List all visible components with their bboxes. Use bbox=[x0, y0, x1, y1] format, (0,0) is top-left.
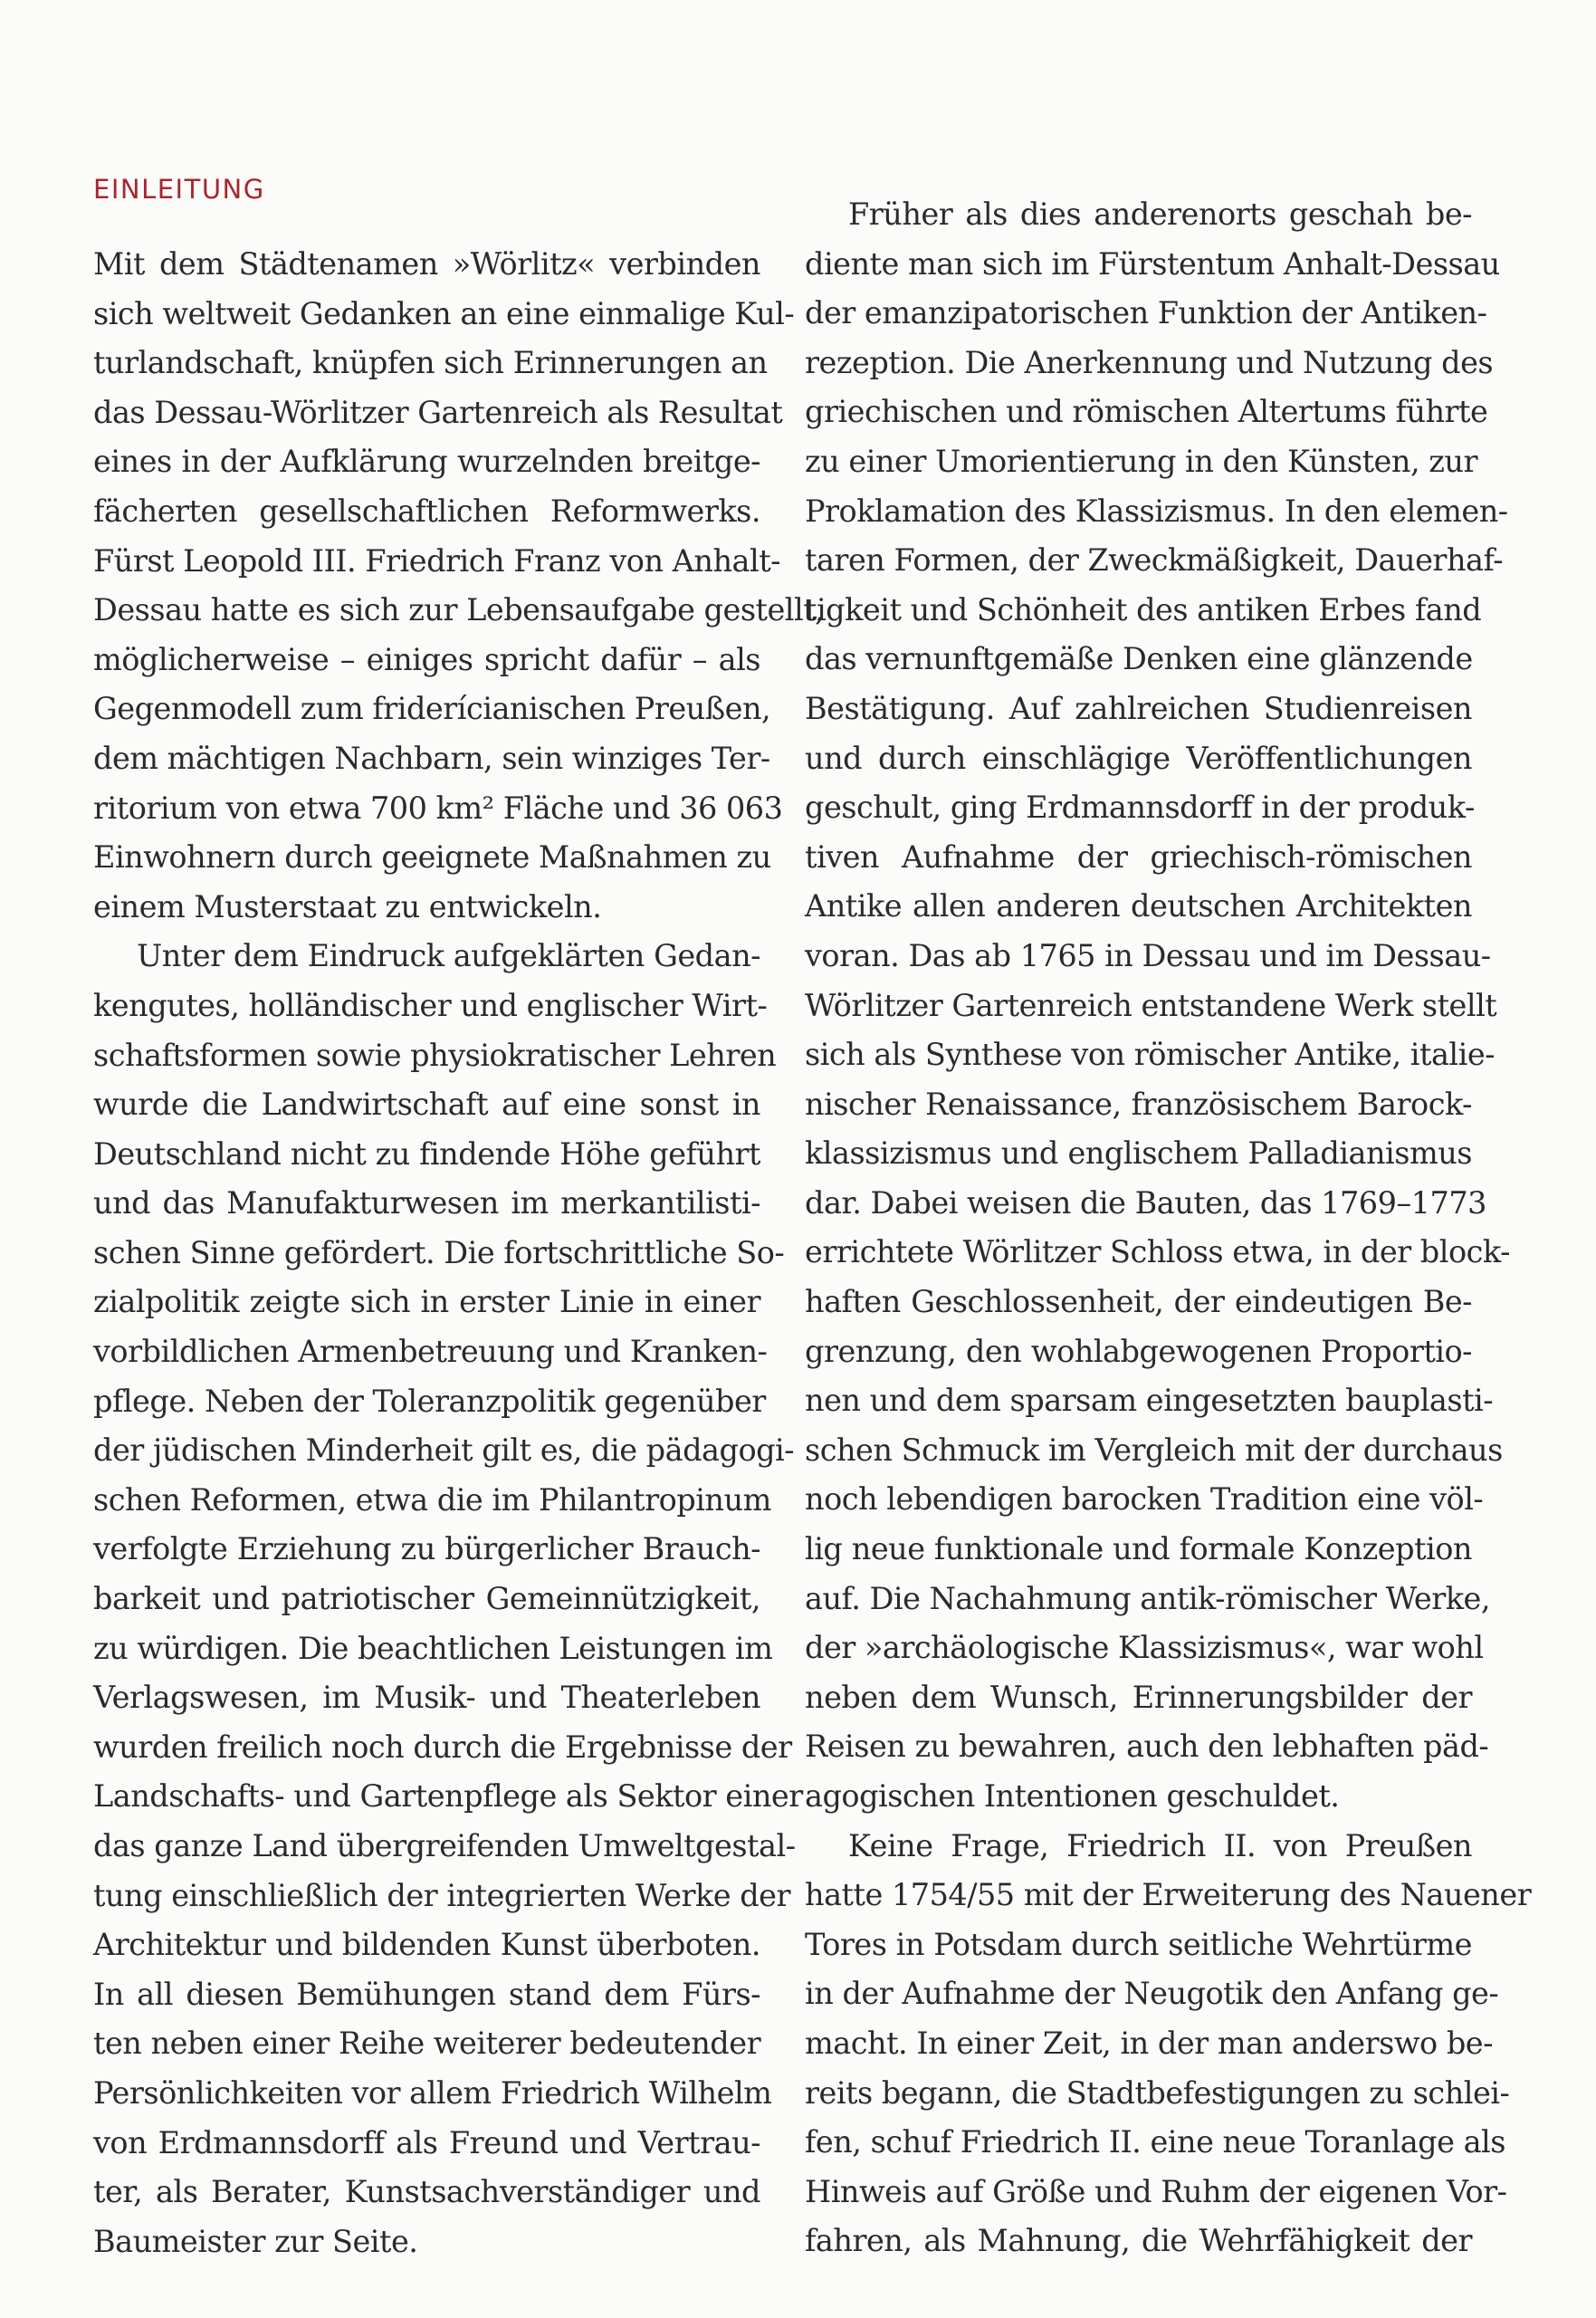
text-line: möglicherweise – einiges spricht dafür – als bbox=[93, 641, 760, 677]
text-line: einem Musterstaat zu entwickeln. bbox=[93, 888, 602, 924]
text-line: Wörlitzer Gartenreich entstandene Werk stellt bbox=[805, 987, 1497, 1023]
text-line: tiven Aufnahme der griechisch-römischen bbox=[805, 838, 1472, 875]
text-line: Keine Frage, Friedrich II. von Preußen bbox=[848, 1827, 1472, 1863]
text-line: auf. Die Nachahmung antik-römischer Werke, bbox=[805, 1580, 1491, 1616]
text-line: Verlagswesen, im Musik- und Theaterleben bbox=[93, 1680, 760, 1716]
text-line: wurden freilich noch durch die Ergebnisse der bbox=[93, 1729, 792, 1765]
text-line: barkeit und patriotischer Gemeinnützigkeit, bbox=[93, 1581, 760, 1617]
text-line: Antike allen anderen deutschen Architekten bbox=[805, 888, 1472, 924]
text-line: turlandschaft, knüpfen sich Erinnerungen an bbox=[93, 345, 768, 381]
text-line: fahren, als Mahnung, die Wehrfähigkeit der bbox=[805, 2223, 1472, 2259]
text-line: grenzung, den wohlabgewogenen Proportio- bbox=[805, 1333, 1472, 1369]
right-text-column bbox=[805, 190, 1532, 2266]
text-line: haften Geschlossenheit, der eindeutigen Be- bbox=[805, 1284, 1472, 1320]
text-line: diente man sich im Fürstentum Anhalt-Dessau bbox=[805, 245, 1500, 282]
text-line: Gegenmodell zum friderícianischen Preußen, bbox=[93, 691, 771, 727]
text-line: Bestätigung. Auf zahlreichen Studienreisen bbox=[805, 690, 1472, 726]
text-line: Persönlichkeiten vor allem Friedrich Wilhelm bbox=[93, 2074, 772, 2111]
text-line: reits begann, die Stadtbefestigungen zu schlei- bbox=[805, 2074, 1510, 2111]
paragraph bbox=[805, 1822, 1532, 2266]
text-line: nen und dem sparsam eingesetzten bauplasti- bbox=[805, 1383, 1494, 1419]
text-line: geschult, ging Erdmannsdorff in der produk- bbox=[805, 790, 1475, 826]
text-line: zu würdigen. Die beachtlichen Leistungen im bbox=[93, 1630, 773, 1666]
text-line: In all diesen Bemühungen stand dem Fürs- bbox=[93, 1976, 760, 2012]
text-line: ritorium von etwa 700 km² Fläche und 36 063 bbox=[93, 790, 783, 826]
text-line: sich weltweit Gedanken an eine einmalige Kul- bbox=[93, 295, 795, 331]
text-line: schen Schmuck im Vergleich mit der durchaus bbox=[805, 1432, 1503, 1468]
text-line: der »archäologische Klassizismus«, war wohl bbox=[805, 1630, 1484, 1666]
text-line: Landschafts- und Gartenpflege als Sektor einer bbox=[93, 1778, 803, 1815]
text-line: tigkeit und Schönheit des antiken Erbes fand bbox=[805, 591, 1482, 627]
text-line: pflege. Neben der Toleranzpolitik gegenüber bbox=[93, 1383, 766, 1419]
text-line: sich als Synthese von römischer Antike, italie- bbox=[805, 1037, 1495, 1073]
text-line: in der Aufnahme der Neugotik den Anfang ge- bbox=[805, 1976, 1499, 2012]
text-line: nischer Renaissance, französischem Barock- bbox=[805, 1086, 1472, 1122]
text-line: lig neue funktionale und formale Konzeption bbox=[805, 1531, 1472, 1567]
text-line: errichtete Wörlitzer Schloss etwa, in der block- bbox=[805, 1234, 1510, 1270]
text-line: noch lebendigen barocken Tradition eine völ- bbox=[805, 1481, 1484, 1518]
text-line: von Erdmannsdorff als Freund und Vertrau- bbox=[93, 2124, 760, 2160]
text-line: klassizismus und englischem Palladianismus bbox=[805, 1135, 1472, 1172]
text-line: Reisen zu bewahren, auch den lebhaften päd- bbox=[805, 1729, 1489, 1765]
text-line: hatte 1754/55 mit der Erweiterung des Nauener bbox=[805, 1877, 1532, 1913]
text-line: das vernunftgemäße Denken eine glänzende bbox=[805, 641, 1473, 677]
text-line: vorbildlichen Armenbetreuung und Kranken- bbox=[93, 1334, 768, 1370]
text-line: griechischen und römischen Altertums führte bbox=[805, 394, 1488, 430]
text-line: fächerten gesellschaftlichen Reformwerks. bbox=[93, 493, 760, 529]
paragraph bbox=[93, 932, 803, 2266]
text-line: Früher als dies anderenorts geschah be- bbox=[848, 196, 1472, 232]
text-line: der emanzipatorischen Funktion der Antiken- bbox=[805, 295, 1487, 331]
text-line: verfolgte Erziehung zu bürgerlicher Brauch- bbox=[93, 1531, 760, 1567]
text-line: rezeption. Die Anerkennung und Nutzung des bbox=[805, 344, 1494, 380]
text-line: und das Manufakturwesen im merkantilisti- bbox=[93, 1185, 760, 1221]
text-line: Fürst Leopold III. Friedrich Franz von Anhalt- bbox=[93, 542, 780, 579]
left-text-column bbox=[93, 240, 825, 2266]
text-line: neben dem Wunsch, Erinnerungsbilder der bbox=[805, 1679, 1472, 1715]
text-line: der jüdischen Minderheit gilt es, die pädagogi- bbox=[93, 1432, 795, 1469]
text-line: Mit dem Städtenamen »Wörlitz« verbinden bbox=[93, 246, 760, 282]
text-line: taren Formen, der Zweckmäßigkeit, Dauerhaf- bbox=[805, 542, 1504, 579]
text-line: schen Reformen, etwa die im Philantropinum bbox=[93, 1481, 771, 1518]
paragraph bbox=[93, 240, 825, 932]
text-line: Baumeister zur Seite. bbox=[93, 2223, 418, 2259]
section-heading: EINLEITUNG bbox=[93, 174, 265, 205]
text-line: und durch einschlägige Veröffentlichungen bbox=[805, 740, 1472, 776]
text-line: eines in der Aufklärung wurzelnden breitge- bbox=[93, 444, 760, 480]
text-line: schen Sinne gefördert. Die fortschrittliche So- bbox=[93, 1234, 785, 1270]
text-line: Unter dem Eindruck aufgeklärten Gedan- bbox=[137, 938, 760, 974]
text-line: ten neben einer Reihe weiterer bedeutender bbox=[93, 2026, 761, 2062]
text-line: schaftsformen sowie physiokratischer Lehren bbox=[93, 1037, 777, 1073]
text-line: Dessau hatte es sich zur Lebensaufgabe gestellt, bbox=[93, 592, 825, 628]
text-line: zialpolitik zeigte sich in erster Linie in einer bbox=[93, 1284, 760, 1320]
text-line: tung einschließlich der integrierten Werke der bbox=[93, 1877, 791, 1913]
text-line: Deutschland nicht zu findende Höhe geführt bbox=[93, 1135, 760, 1172]
text-line: macht. In einer Zeit, in der man anderswo be- bbox=[805, 2025, 1493, 2061]
paragraph bbox=[805, 190, 1510, 1822]
text-line: kengutes, holländischer und englischer Wirt- bbox=[93, 987, 768, 1023]
text-line: Hinweis auf Größe und Ruhm der eigenen Vor- bbox=[805, 2173, 1507, 2209]
text-line: das ganze Land übergreifenden Umweltgestal- bbox=[93, 1828, 796, 1863]
text-line: Einwohnern durch geeignete Maßnahmen zu bbox=[93, 839, 771, 876]
text-line: zu einer Umorientierung in den Künsten, zur bbox=[805, 443, 1477, 479]
text-line: agogischen Intentionen geschuldet. bbox=[805, 1778, 1340, 1814]
text-line: Architektur und bildenden Kunst überboten. bbox=[93, 1927, 760, 1963]
text-line: wurde die Landwirtschaft auf eine sonst in bbox=[93, 1087, 760, 1123]
text-line: voran. Das ab 1765 in Dessau und im Dessau- bbox=[805, 937, 1491, 973]
text-line: dar. Dabei weisen die Bauten, das 1769–1773 bbox=[805, 1184, 1486, 1221]
text-line: Tores in Potsdam durch seitliche Wehrtürme bbox=[805, 1926, 1472, 1962]
text-line: Proklamation des Klassizismus. In den elemen- bbox=[805, 493, 1508, 529]
text-line: dem mächtigen Nachbarn, sein winziges Ter- bbox=[93, 740, 770, 776]
text-line: ter, als Berater, Kunstsachverständiger und bbox=[93, 2174, 760, 2210]
text-line: fen, schuf Friedrich II. eine neue Toranlage als bbox=[805, 2124, 1505, 2160]
text-line: das Dessau-Wörlitzer Gartenreich als Resultat bbox=[93, 394, 783, 430]
